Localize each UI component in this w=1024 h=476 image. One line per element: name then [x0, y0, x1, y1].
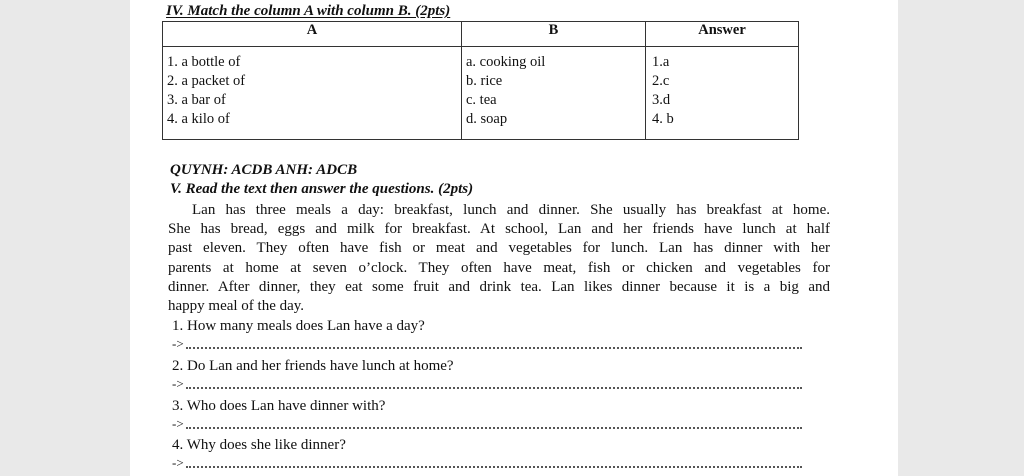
- answer-line-3: [172, 416, 802, 432]
- header-column-b: B: [462, 22, 646, 47]
- passage-line: Lan has three meals a day: breakfast, lunch and dinner. She usually has breakfast at home.: [192, 202, 830, 218]
- answer-item: 1.a: [652, 54, 670, 70]
- answer-line-1: [172, 336, 802, 352]
- passage-line: dinner. After dinner, they eat some fruit and drink tea. Lan likes dinner because it is a big and: [168, 278, 830, 295]
- passage-line: She has bread, eggs and milk for breakfast. At school, Lan and her friends have lunch at half: [168, 221, 830, 238]
- question-4: 4. Why does she like dinner?: [172, 437, 346, 453]
- answer-dotted-line: [186, 337, 802, 349]
- column-a-item: 3. a bar of: [167, 92, 226, 108]
- worksheet-page: [130, 0, 898, 476]
- question-3: 3. Who does Lan have dinner with?: [172, 398, 386, 414]
- column-b-item: b. rice: [466, 73, 503, 89]
- table-row: [163, 47, 799, 140]
- answer-line-2: [172, 376, 802, 392]
- reading-passage: [168, 201, 830, 316]
- column-b-item: d. soap: [466, 111, 508, 127]
- column-b-item: a. cooking oil: [466, 54, 546, 70]
- section-5-title: V. Read the text then answer the questions. (2pts): [170, 181, 474, 197]
- answer-dotted-line: [186, 456, 802, 468]
- answer-line-4: [172, 455, 802, 471]
- answer-item: 4. b: [652, 111, 674, 127]
- passage-line: happy meal of the day.: [168, 298, 305, 315]
- answer-cell: [646, 47, 799, 140]
- question-2: 2. Do Lan and her friends have lunch at home?: [172, 358, 454, 374]
- answer-dotted-line: [186, 377, 802, 389]
- answer-arrow: ->: [172, 455, 184, 470]
- answer-arrow: ->: [172, 336, 184, 351]
- passage-line: past eleven. They often have fish or meat and vegetables for lunch. Lan has dinner with her: [168, 240, 830, 257]
- column-a-item: 2. a packet of: [167, 73, 246, 89]
- column-b-cell: [462, 47, 646, 140]
- column-a-item: 1. a bottle of: [167, 54, 241, 70]
- header-column-a: A: [163, 22, 462, 47]
- answer-item: 2.c: [652, 73, 670, 89]
- table-header-row: [163, 22, 799, 47]
- header-answer: Answer: [646, 22, 799, 47]
- column-a-cell: [163, 47, 462, 140]
- section-4-title: IV. Match the column A with column B. (2pts): [166, 3, 451, 19]
- answer-arrow: ->: [172, 376, 184, 391]
- column-a-item: 4. a kilo of: [167, 111, 230, 127]
- answer-arrow: ->: [172, 416, 184, 431]
- answer-dotted-line: [186, 417, 802, 429]
- matching-table: [162, 21, 799, 140]
- column-b-item: c. tea: [466, 92, 497, 108]
- question-1: 1. How many meals does Lan have a day?: [172, 318, 425, 334]
- passage-line: parents at home at seven o’clock. They often have meat, fish or chicken and vegetables for: [168, 259, 830, 276]
- answer-item: 3.d: [652, 92, 671, 108]
- answer-key-note: QUYNH: ACDB ANH: ADCB: [170, 162, 358, 178]
